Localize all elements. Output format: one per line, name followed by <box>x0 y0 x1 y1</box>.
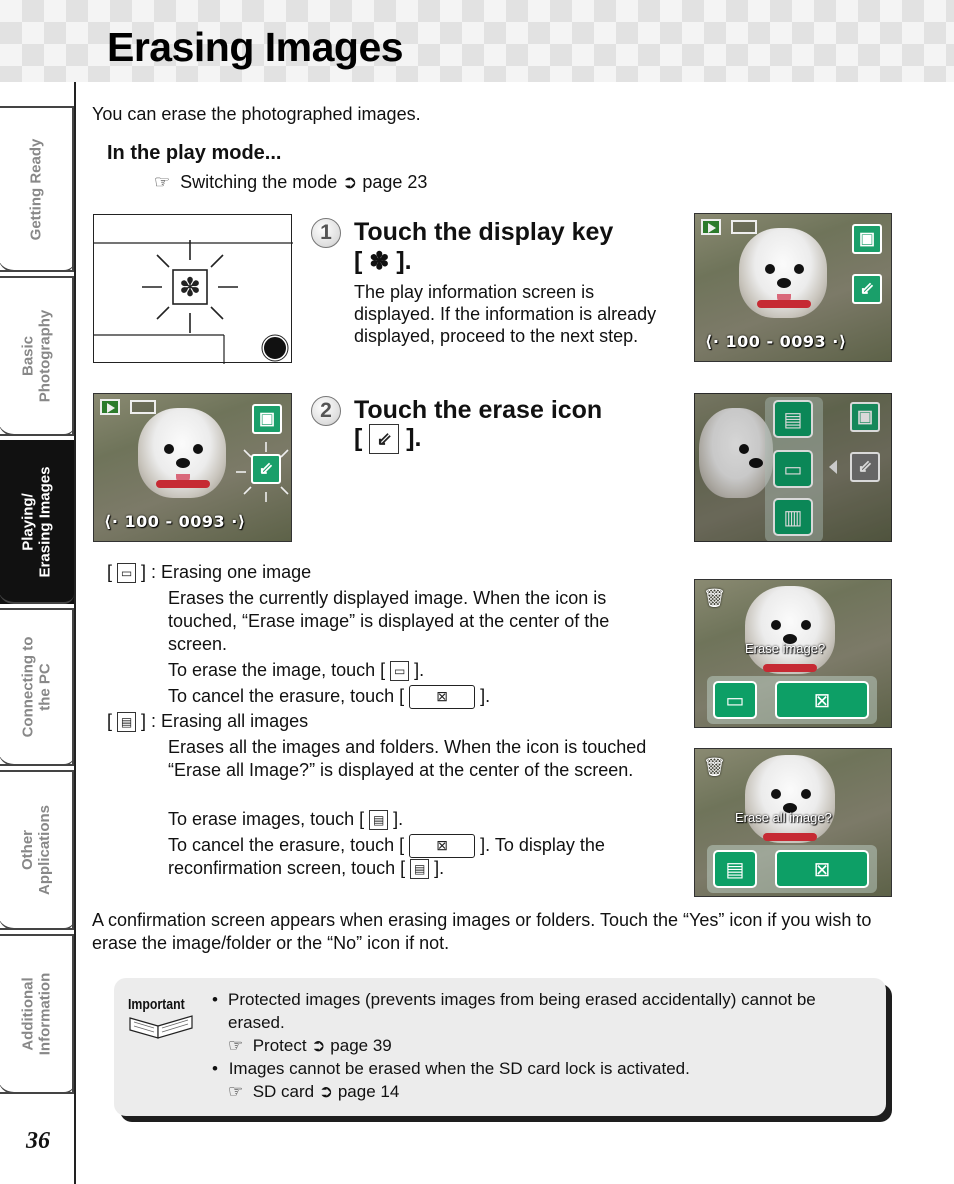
tab-playing-erasing-images[interactable] <box>0 440 74 604</box>
erase-icon[interactable]: ⇙ <box>850 452 880 482</box>
tab-label: Additional Information <box>19 972 53 1056</box>
erase-all-icon: ▤ <box>117 712 136 732</box>
image-counter: ⟨· 100 - 0093 ·⟩ <box>705 332 847 351</box>
cancel-erase-all-icon: ⊠ <box>409 834 475 858</box>
tab-connecting-to-pc[interactable] <box>0 608 74 766</box>
erase-one-confirm: To erase the image, touch [ ▭ ]. <box>168 660 425 680</box>
erase-all-icon: ▤ <box>410 859 429 879</box>
tab-label: Connecting to the PC <box>19 636 54 738</box>
tab-getting-ready[interactable] <box>0 106 74 272</box>
step-1-title: Touch the display key <box>354 218 614 246</box>
confirm-erase-all-button[interactable]: ▤ <box>713 850 757 888</box>
page-title: Erasing Images <box>107 24 404 70</box>
erase-folder-icon[interactable]: ▥ <box>773 498 813 536</box>
display-key-icon: ✽ <box>369 248 390 275</box>
battery-icon <box>130 400 156 414</box>
erase-one-description: Erases the currently displayed image. When the icon is touched, “Erase image” is displayed at the center of the screen. <box>168 588 610 654</box>
tab-basic-photography[interactable] <box>0 276 74 436</box>
mode-ref-text: Switching the mode <box>180 172 338 192</box>
display-key-icon[interactable]: ▣ <box>850 402 880 432</box>
step-2-title: Touch the erase icon <box>354 396 603 424</box>
erase-icon[interactable]: ⇙ <box>852 274 882 304</box>
erase-image-confirm-screen <box>694 579 892 728</box>
important-ref-2: ☞ SD card ➲ page 14 <box>228 1082 400 1101</box>
cancel-erase-icon: ⊠ <box>409 685 475 709</box>
tab-label: Other Applications <box>19 804 54 896</box>
prev-arrow-icon[interactable]: ⟨· <box>705 332 720 351</box>
important-ref-1: ☞ Protect ➲ page 39 <box>228 1036 392 1055</box>
curved-arrow-icon: ➲ <box>318 1082 334 1101</box>
erase-all-confirm: To erase images, touch [ ▤ ]. <box>168 809 404 829</box>
next-arrow-icon[interactable]: ·⟩ <box>832 332 847 351</box>
tab-other-applications[interactable] <box>0 770 74 930</box>
display-key-icon[interactable]: ▣ <box>252 404 282 434</box>
mode-ref-page[interactable]: page 23 <box>362 172 428 192</box>
important-bullet-1: • Protected images (prevents images from being erased accidentally) cannot be erased. <box>212 990 816 1032</box>
play-screen-preview <box>694 213 892 362</box>
erase-one-icon: ▭ <box>390 661 409 681</box>
erase-one-heading: [ ▭ ] : Erasing one image <box>107 562 312 582</box>
erase-all-icon: ▤ <box>369 810 388 830</box>
page-number: 36 <box>26 1128 50 1154</box>
confirm-erase-one-button[interactable]: ▭ <box>713 681 757 719</box>
tab-label: Basic Photography <box>19 309 53 403</box>
erase-icon: ⇙ <box>369 424 399 454</box>
erase-all-heading: [ ▤ ] : Erasing all images <box>107 711 309 731</box>
play-mode-icon <box>100 399 120 415</box>
display-key-icon[interactable]: ▣ <box>852 224 882 254</box>
pointing-hand-icon: ☞ <box>228 1036 244 1055</box>
step-2-number: 2 <box>311 396 341 426</box>
battery-icon <box>731 220 757 234</box>
tab-label: Playing/ Erasing Images <box>19 466 54 578</box>
next-arrow-icon[interactable]: ·⟩ <box>231 512 246 531</box>
play-mode-icon <box>701 219 721 235</box>
svg-text:✽: ✽ <box>179 273 201 303</box>
erase-one-icon: ▭ <box>117 563 136 583</box>
erase-menu-screen <box>694 393 892 542</box>
step-1-body: The play information screen is displayed. If the information is already displayed, proceed to the next step. <box>354 282 657 346</box>
erase-all-reconfirm: reconfirmation screen, touch [ ▤ ]. <box>168 858 445 878</box>
curved-arrow-icon: ➲ <box>342 172 358 192</box>
tab-label: Getting Ready <box>27 138 45 240</box>
display-key-diagram <box>93 214 292 363</box>
sidebar-divider <box>74 82 76 1184</box>
open-book-icon <box>128 1012 196 1040</box>
step-2-title-key: [ ⇙ ]. <box>354 424 422 454</box>
important-label: Important <box>128 996 185 1013</box>
curved-arrow-icon: ➲ <box>311 1036 326 1055</box>
cancel-erase-all-button[interactable]: ⊠ <box>775 850 869 888</box>
erase-prompt: Erase image? <box>745 641 826 656</box>
intro-text: You can erase the photographed images. <box>92 104 421 124</box>
erase-all-icon[interactable]: ▤ <box>773 400 813 438</box>
cancel-erase-button[interactable]: ⊠ <box>775 681 869 719</box>
confirmation-note: A confirmation screen appears when erasing images or folders. Touch the “Yes” icon if you wish to erase the image/folder or the “No” icon if not. <box>92 910 872 953</box>
erase-icon[interactable]: ⇙ <box>251 454 281 484</box>
important-bullet-2: • Images cannot be erased when the SD card lock is activated. <box>212 1059 690 1078</box>
trash-icon: 🗑︎ <box>703 757 726 777</box>
erase-one-cancel: To cancel the erasure, touch [ ⊠ ]. <box>168 685 490 709</box>
step-1-title-key: [ ✽ ]. <box>354 247 412 275</box>
erase-all-confirm-screen <box>694 748 892 897</box>
erase-all-description: Erases all the images and folders. When the icon is touched “Erase all Image?” is displayed at the center of the screen. <box>168 737 647 780</box>
tab-additional-information[interactable] <box>0 934 74 1094</box>
step-1-number: 1 <box>311 218 341 248</box>
mode-reference <box>154 171 427 194</box>
trash-icon: 🗑︎ <box>703 588 726 608</box>
erase-icon-screen <box>93 393 292 542</box>
pointer-arrow-icon <box>829 460 837 474</box>
pointing-hand-icon: ☞ <box>228 1082 244 1101</box>
pointing-hand-icon: ☞ <box>154 172 171 192</box>
image-counter: ⟨· 100 - 0093 ·⟩ <box>104 512 246 531</box>
prev-arrow-icon[interactable]: ⟨· <box>104 512 119 531</box>
mode-heading: In the play mode... <box>107 142 282 164</box>
erase-all-prompt: Erase all image? <box>735 810 832 825</box>
erase-all-cancel: To cancel the erasure, touch [ ⊠ ]. To display the <box>168 834 605 858</box>
erase-one-icon[interactable]: ▭ <box>773 450 813 488</box>
